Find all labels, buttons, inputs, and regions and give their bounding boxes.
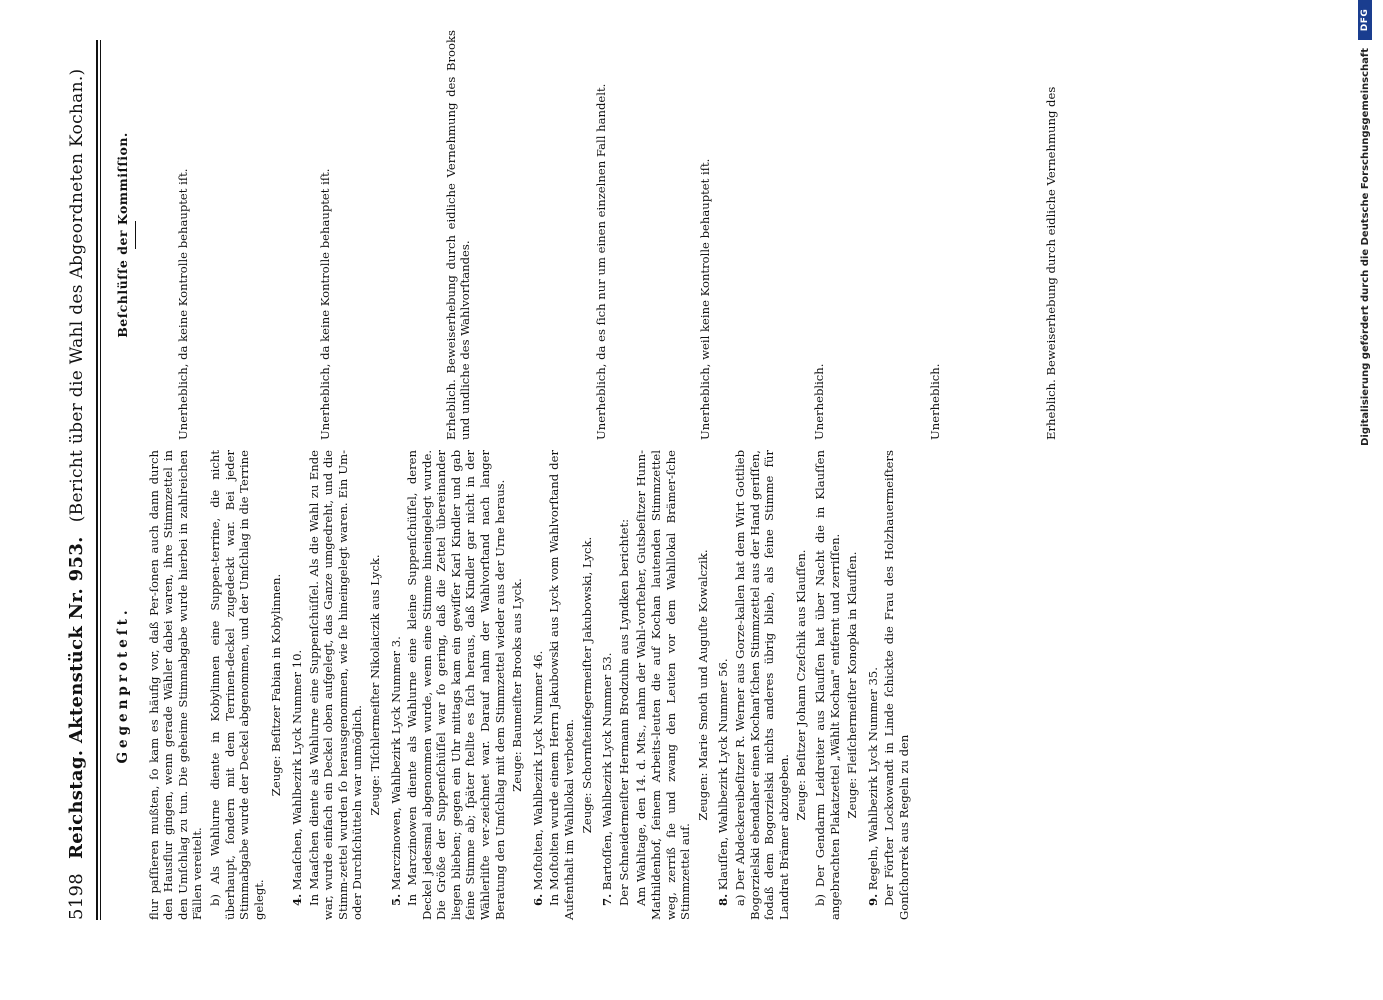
commission-decision: Unerheblich. bbox=[811, 363, 826, 440]
paragraph: a) Der Abdeckereibeſitzer R. Werner aus Gorze-kallen hat dem Wirt Gottlieb Bogorzielski ebendaher einen Kochan'ſchen Stimmzettel aus der Hand geriſſen, ſodaß dem Bogorzielski nichts anderes übrig blieb, als ſeine Stimme für Landrat Brämer abzugeben. bbox=[732, 450, 791, 920]
section-title: Klauſſen, Wahlbezirk Lyck Nummer 56. bbox=[716, 658, 731, 891]
commission-decision: Erheblich. Beweiserhebung durch eidliche Vernehmung des bbox=[1043, 86, 1058, 440]
document-subtitle: (Bericht über die Wahl des Abgeordneten Kochan.) bbox=[67, 68, 87, 523]
credit-text: Digitalisierung gefördert durch die Deutsche Forschungsgemeinschaft bbox=[1359, 48, 1371, 446]
commission-decision: Unerheblich. bbox=[927, 363, 942, 440]
witness-line: Zeugen: Marie Smoth und Auguſte Kowalczik. bbox=[695, 549, 710, 821]
witness-line: Zeuge: Tiſchlermeiſter Nikolaiczik aus Lyck. bbox=[367, 554, 382, 816]
section-heading bbox=[866, 450, 881, 920]
counter-protest-body bbox=[147, 450, 912, 920]
paragraph: In Maaſchen diente als Wahlurne eine Suppenſchüſſel. Als die Wahl zu Ende war, wurde einfach ein Deckel oben aufgelegt, das Ganze umgedreht, und die Stimm-zettel wurden ſo herausgenommen, wie ſie hineingelegt waren. Ein Um- oder Durchſchütteln war unmöglich. bbox=[306, 450, 365, 920]
header-rule-thin bbox=[100, 40, 101, 920]
witness-line: Zeuge: Fleiſchermeiſter Konopka in Klauſſen. bbox=[845, 551, 860, 819]
section-title: Moſtolten, Wahlbezirk Lyck Nummer 46. bbox=[530, 650, 545, 891]
section-number: 7. bbox=[600, 893, 615, 906]
counter-protest-column bbox=[112, 450, 915, 920]
section-heading bbox=[531, 450, 546, 920]
heading-rule bbox=[135, 221, 136, 249]
commission-decision: Unerheblich, weil keine Kontrolle behauptet iſt. bbox=[697, 158, 712, 440]
commission-decision: Unerheblich, da keine Kontrolle behauptet iſt. bbox=[175, 168, 190, 440]
page-number: 5198 bbox=[66, 872, 87, 920]
witness-line: Zeuge: Baumeiſter Brooks aus Lyck. bbox=[510, 578, 525, 792]
column-heading-decisions: Beſchlüſſe der Kommiſſion. bbox=[115, 132, 130, 338]
section-number: 4. bbox=[289, 893, 304, 906]
dfg-logo: DFG bbox=[1358, 0, 1372, 40]
section-title: Maaſchen, Wahlbezirk Lyck Nummer 10. bbox=[289, 649, 304, 891]
section-title: Regeln, Wahlbezirk Lyck Nummer 35. bbox=[865, 667, 880, 891]
commission-decision: Unerheblich, da keine Kontrolle behauptet iſt. bbox=[317, 168, 332, 440]
section-heading bbox=[600, 450, 615, 920]
section-number: 9. bbox=[865, 893, 880, 906]
document-title: Reichstag. Aktenstück Nr. 953. bbox=[66, 536, 87, 859]
digitization-credit bbox=[1358, 0, 1372, 620]
paragraph: In Marczinowen diente als Wahlurne eine kleine Suppenſchüſſel, deren Deckel jedesmal abgenommen wurde, wenn eine Stimme hineingelegt wurde. Die Größe der Suppenſchüſſel war ſo gering, daß die Zettel übereinander liegen blieben; gegen ein Uhr mittags kam ein gewiſſer Karl Kindler und gab ſeine Stimme ab; ſpäter ſtellte es ſich heraus, daß Kindler gar nicht in der Wählerliſte ver-zeichnet war. Darauf nahm der Wahlvorſtand nach langer Beratung den Umſchlag mit dem Stimmzettel wieder aus der Urne heraus. bbox=[405, 450, 507, 920]
section-heading bbox=[389, 450, 404, 920]
paragraph: flur paſſieren mußten, ſo kam es häufig vor, daß Per-ſonen auch dann durch den Hausflur gingen, wenn gerade Wähler dabei waren, ihre Stimmzettel in den Umſchlag zu tun. Die geheime Stimmabgabe wurde hierbei in zahlreichen Fällen vereitelt. bbox=[146, 450, 205, 920]
paragraph: Am Wahltage, den 14. d. Mts., nahm der Wahl-vorſteher, Gutsbeſitzer Hunn-Mathildenhof, ſeinem Arbeits-leuten die auf Kochan lautenden Stimmzettel weg, zerriß ſie und zwang den Leuten vor dem Wahllokal Brämer-ſche Stimmzettel auf. bbox=[634, 450, 693, 920]
paragraph: In Moſtolten wurde einem Herrn Jakubowski aus Lyck vom Wahlvorſtand der Aufenthalt im Wahllokal verboten. bbox=[547, 450, 577, 920]
paragraph: Der Förſter Lockowandt in Linde ſchickte die Frau des Holzhauermeiſters Gonſchorrek aus Regeln zu den bbox=[882, 450, 911, 920]
paragraph: Der Schneidermeiſter Hermann Brodzuhn aus Lyndken berichtet: bbox=[616, 518, 631, 906]
commission-decisions-column bbox=[112, 30, 1058, 440]
paragraph: b) Als Wahlurne diente in Kobylinnen eine Suppen-terrine, die nicht überhaupt, ſondern mit dem Terrinen-deckel zugedeckt war. Bei jeder Stimmabgabe wurde der Deckel abgenommen, und der Umſchlag in die Terrine gelegt. bbox=[207, 450, 266, 920]
section-title: Marczinowen, Wahlbezirk Lyck Nummer 3. bbox=[388, 636, 403, 891]
section-title: Bartoſſen, Wahlbezirk Lyck Nummer 53. bbox=[600, 652, 615, 891]
section-number: 5. bbox=[388, 893, 403, 906]
paragraph: b) Der Gendarm Leidreiter aus Klauſſen hat über Nacht die in Klauſſen angebrachten Plakatzettel „Wählt Kochan" entfernt und zerriſſen. bbox=[812, 450, 842, 920]
section-number: 8. bbox=[716, 893, 731, 906]
header-rule bbox=[96, 40, 98, 920]
witness-line: Zeuge: Schornſteinfegermeiſter Jakubowski, Lyck. bbox=[579, 536, 594, 834]
section-number: 6. bbox=[530, 893, 545, 906]
section-heading bbox=[716, 450, 731, 920]
commission-decision: Unerheblich, da es ſich nur um einen einzelnen Fall handelt. bbox=[593, 83, 608, 440]
section-heading bbox=[290, 450, 305, 920]
commission-decision: Erheblich. Beweiserhebung durch eidliche Vernehmung des Brooks und undliche des Wahlvorſtandes. bbox=[443, 30, 473, 440]
witness-line: Zeuge: Beſitzer Fabian in Kobylinnen. bbox=[269, 573, 284, 797]
column-heading-counter-protest: Gegenproteſt. bbox=[115, 606, 131, 764]
witness-line: Zeuge: Beſitzer Johann Czeſchik aus Klauſſen. bbox=[794, 549, 809, 821]
